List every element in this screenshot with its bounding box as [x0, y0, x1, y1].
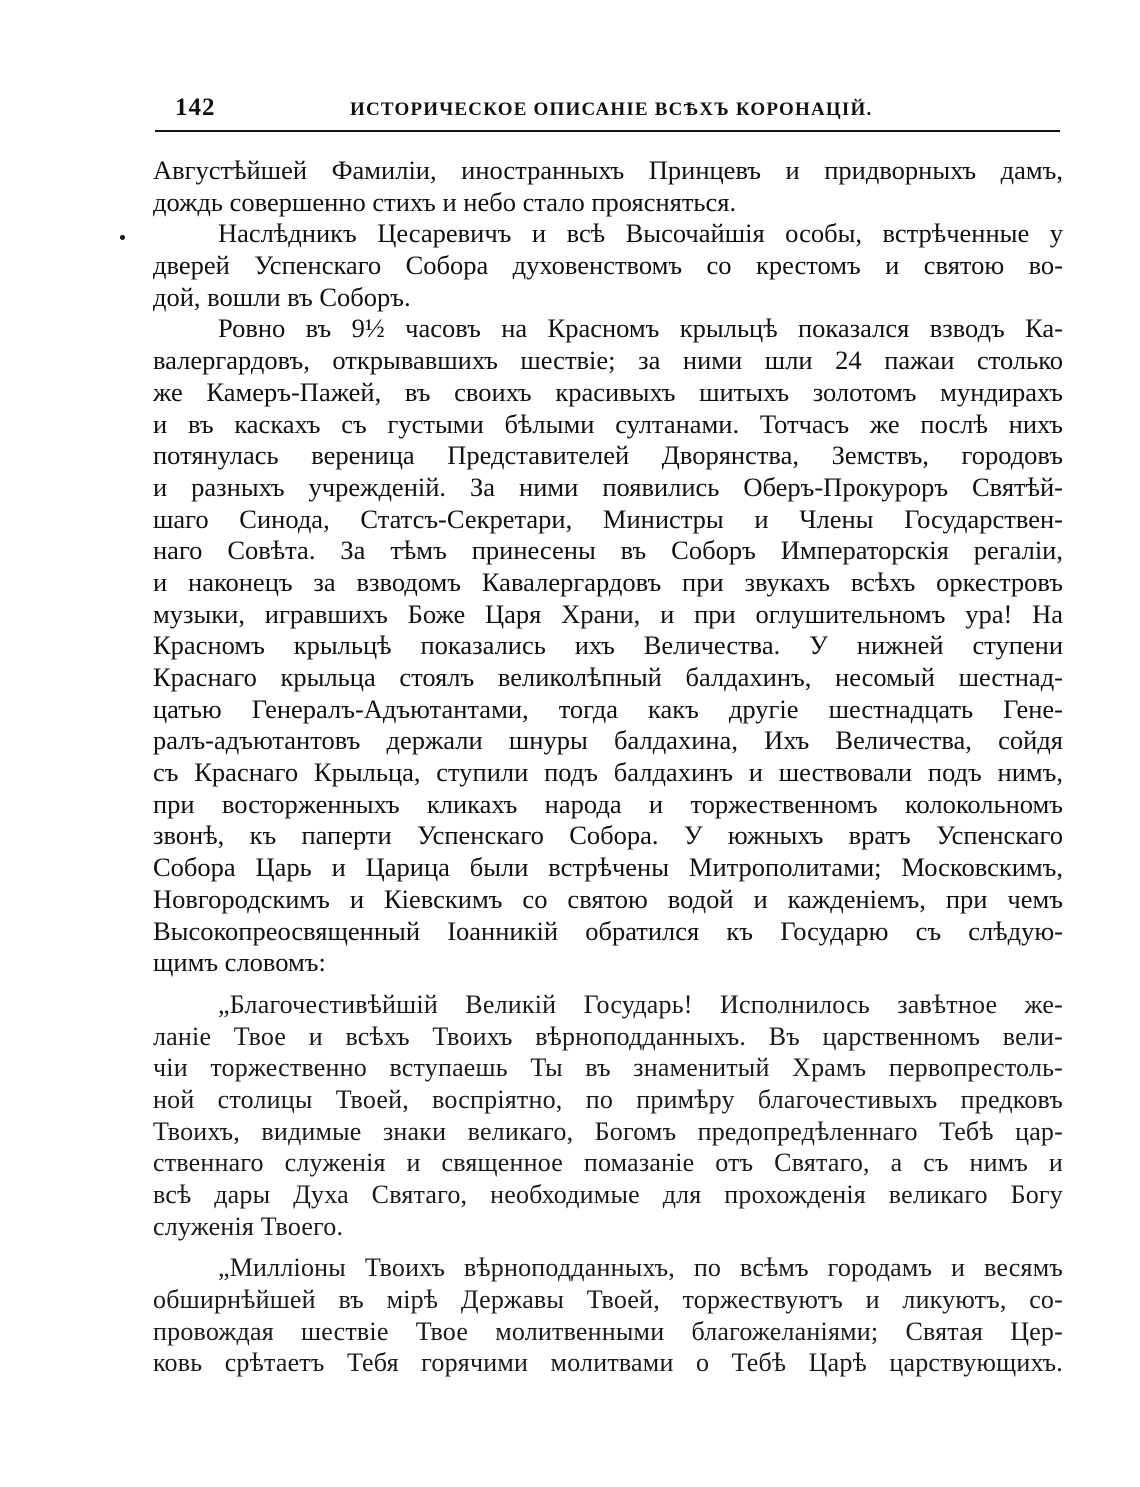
quote-line: „Благочестивѣйшій Великій Государь! Исполнилось завѣтное же- — [218, 989, 1063, 1019]
text-line: щимъ словомъ: — [153, 947, 326, 978]
text-line: музыки, игравшихъ Боже Царя Храни, и при оглушительномъ ура! На — [153, 598, 1063, 629]
quote-line: ланіе Твое и всѣхъ Твоихъ вѣрноподданныхъ. Въ царственномъ вели- — [153, 1021, 1063, 1051]
quote-line: служенія Твоего. — [153, 1211, 344, 1241]
paragraph-1 — [153, 155, 1063, 218]
quote-line: чіи торжественно вступаешь Ты въ знаменитый Храмъ первопрестоль- — [153, 1053, 1063, 1083]
quote-line: ственнаго служенія и священное помазаніе отъ Святаго, а съ нимъ и — [153, 1148, 1063, 1178]
running-header — [155, 90, 1060, 132]
text-line: потянулась вереница Представителей Дворянства, Земствъ, городовъ — [153, 440, 1063, 471]
paragraph-gap — [153, 979, 1063, 989]
text-line: валергардовъ, открывавшихъ шествіе; за ними шли 24 пажаи столько — [153, 345, 1063, 376]
quote-paragraph-1 — [153, 989, 1063, 1243]
text-line: и въ каскахъ съ густыми бѣлыми султанами. Тотчасъ же послѣ нихъ — [153, 408, 1063, 439]
paragraph-gap — [153, 1242, 1063, 1252]
text-line: Собора Царь и Царица были встрѣчены Митрополитами; Московскимъ, — [153, 852, 1063, 883]
running-title: ИСТОРИЧЕСКОЕ ОПИСАНІЕ ВСѢХЪ КОРОНАЦІЙ. — [350, 99, 873, 120]
text-line: ралъ-адъютантовъ держали шнуры балдахина, Ихъ Величества, сойдя — [153, 725, 1063, 756]
quote-line: Твоихъ, видимые знаки великаго, Богомъ предопредѣленнаго Тебѣ цар- — [153, 1116, 1063, 1146]
text-line: Наслѣдникъ Цесаревичъ и всѣ Высочайшія особы, встрѣченные у — [218, 218, 1063, 249]
paragraph-2 — [153, 218, 1063, 313]
quote-line: всѣ дары Духа Святаго, необходимые для прохожденія великаго Богу — [153, 1180, 1063, 1209]
text-line: дой, вошли въ Соборъ. — [153, 281, 411, 312]
text-line: Краснаго крыльца стоялъ великолѣпный балдахинъ, несомый шестнад- — [153, 662, 1063, 692]
margin-speck — [120, 235, 125, 240]
text-line: Ровно въ 9½ часовъ на Красномъ крыльцѣ показался взводъ Ка- — [218, 313, 1063, 344]
paragraph-3 — [153, 313, 1063, 978]
text-line: же Камеръ-Пажей, въ своихъ красивыхъ шитыхъ золотомъ мундирахъ — [153, 376, 1063, 407]
text-line: дверей Успенскаго Собора духовенствомъ со крестомъ и святою во- — [153, 250, 1063, 281]
text-line: Августѣйшей Фамиліи, иностранныхъ Принцевъ и придворныхъ дамъ, — [153, 155, 1063, 185]
text-line: дождь совершенно стихъ и небо стало проясняться. — [153, 186, 737, 217]
text-line: звонѣ, къ паперти Успенскаго Собора. У южныхъ вратъ Успенскаго — [153, 820, 1063, 851]
text-line: Новгородскимъ и Кіевскимъ со святою водой и кажденіемъ, при чемъ — [153, 883, 1063, 914]
text-line: съ Краснаго Крыльца, ступили подъ балдахинъ и шествовали подъ нимъ, — [153, 757, 1063, 788]
text-line: Высокопреосвященный Іоанникій обратился къ Государю съ слѣдую- — [153, 915, 1063, 946]
quote-line: обширнѣйшей въ мірѣ Державы Твоей, торжествуютъ и ликуютъ, со- — [153, 1285, 1063, 1315]
quote-paragraph-2 — [153, 1252, 1063, 1379]
text-line: шаго Синода, Статсъ-Секретари, Министры и Члены Государствен- — [153, 503, 1063, 534]
text-line: наго Совѣта. За тѣмъ принесены въ Соборъ Императорскія регаліи, — [153, 535, 1063, 566]
body-text — [153, 155, 1063, 1379]
text-line: и наконецъ за взводомъ Кавалергардовъ при звукахъ всѣхъ оркестровъ — [153, 566, 1063, 597]
quote-line: ной столицы Твоей, воспріятно, по примѣру благочестивыхъ предковъ — [153, 1084, 1063, 1114]
quote-line: провождая шествіе Твое молитвенными благожеланіями; Святая Цер- — [153, 1316, 1063, 1346]
quote-line: ковь срѣтаетъ Тебя горячими молитвами о Тебѣ Царѣ царствующихъ. — [153, 1348, 1063, 1378]
text-line: и разныхъ учрежденій. За ними появились Оберъ-Прокуроръ Святѣй- — [153, 471, 1063, 502]
text-line: Красномъ крыльцѣ показались ихъ Величества. У нижней ступени — [153, 630, 1063, 661]
page-number: 142 — [175, 94, 216, 121]
text-line: цатью Генералъ-Адъютантами, тогда какъ другіе шестнадцать Гене- — [153, 693, 1063, 724]
quote-line: „Милліоны Твоихъ вѣрноподданныхъ, по всѣмъ городамъ и весямъ — [218, 1253, 1063, 1283]
text-line: при восторженныхъ кликахъ народа и торжественномъ колокольномъ — [153, 788, 1063, 819]
